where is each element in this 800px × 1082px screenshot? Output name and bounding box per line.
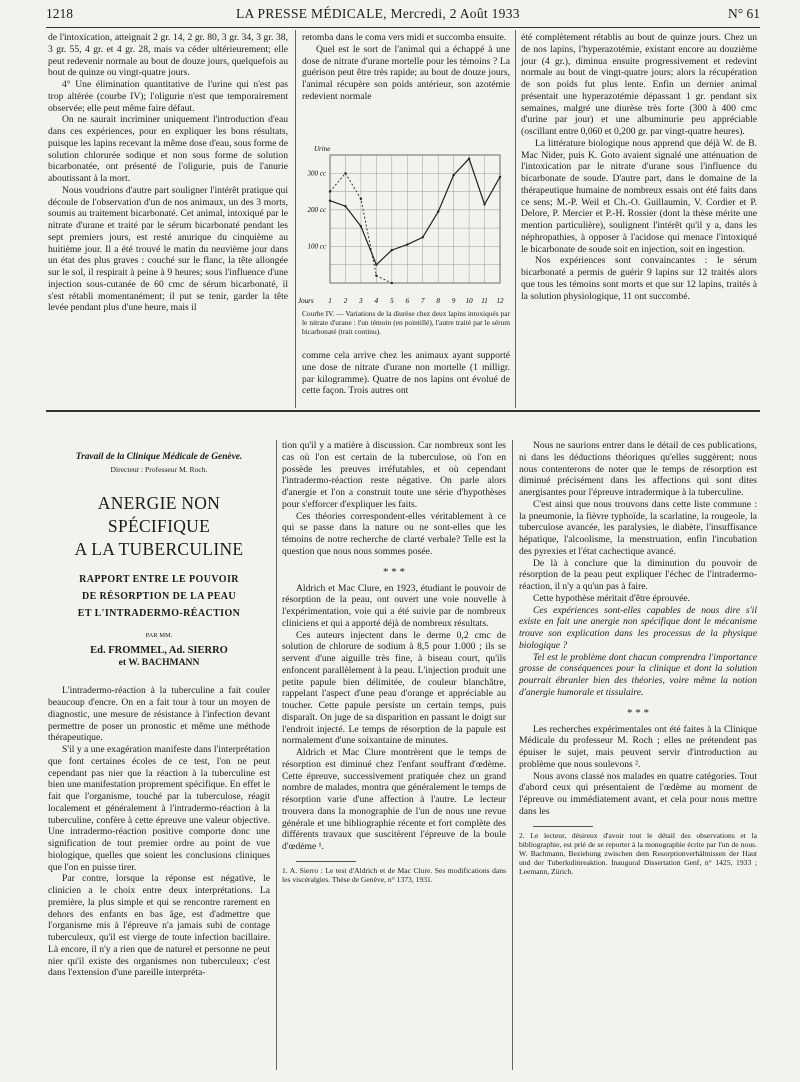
- paragraph: Quel est le sort de l'animal qui a échappé à une dose de nitrate d'urane mortelle pour les témoins ? La guérison peut être très rapide; au bout de douze jours, l'animal récupère son poids antérieur, son azotémie redevient normale: [302, 43, 510, 102]
- affiliation: Travail de la Clinique Médicale de Genève.: [75, 452, 243, 462]
- data-point: [422, 236, 424, 238]
- issue-number: N° 61: [727, 6, 760, 21]
- data-point: [344, 205, 346, 207]
- top-column-2-bottom: [302, 350, 510, 397]
- top-column-2: [302, 32, 510, 103]
- top-column-1: [48, 32, 288, 314]
- data-point: [452, 174, 454, 176]
- x-tick-label: 9: [451, 297, 456, 305]
- paragraph: Nos expériences sont convaincantes : le sérum bicarbonaté a permis de guérir 9 lapins sur 12 traités alors que tous les témoins sont morts et que sur 12 lapins, traités à la solution physiologique, 11 ont succombé.: [521, 255, 757, 302]
- article-title: [48, 492, 270, 561]
- paragraph: été complètement rétablis au bout de quinze jours. Chez un de nos lapins, l'hyperazotémie, existant encore au douzième jour (4 gr.), diminua ensuite progressivement et redevint normale au bout de vingt-quatre jours; alors la récupération de son poids fut plus lente. Enfin un dernier animal présentait une hyperazotémie dépassant 1 gr. pendant six semaines, malgré une diurèse très forte (300 à 400 cmc d'urine par jour) et une albuminurie peu appréciable (oscillant entre 0,060 et 0,200 gr. par vingt-quatre heures).: [521, 32, 757, 137]
- subtitle-line: DE RÉSORPTION DE LA PEAU: [81, 590, 237, 602]
- data-point: [499, 176, 501, 178]
- paragraph: tion qu'il y a matière à discussion. Car nombreux sont les cas où l'on est certain de la tuberculose, où l'on en possède les preuves irréfutables, et où cependant l'intradermo-réaction reste négative. On parle alors d'anergie et l'on a construit toute une série d'hypothèses pour s'efforcer d'expliquer les faits.: [282, 440, 506, 510]
- article-column-1: [48, 452, 270, 979]
- page-number: 1218: [46, 6, 73, 21]
- data-point: [360, 225, 362, 227]
- paragraph: L'intradermo-réaction à la tuberculine a fait couler beaucoup d'encre. On en a fait tour à tour un moyen de diagnostic, une mesure de résistance à l'infection devant permettre de poser un pronostic et même une méthode thérapeutique.: [48, 685, 270, 744]
- footnote: 1. A. Sierro : Le test d'Aldrich et de Mac Clure. Ses modifications dans les viscéralgies. Thèse de Genève, n° 1373, 1931.: [282, 865, 506, 884]
- x-tick-label: 10: [465, 297, 473, 305]
- title-line: ANERGIE NON SPÉCIFIQUE: [97, 492, 221, 536]
- diuresis-chart: [300, 143, 510, 313]
- data-point: [329, 200, 331, 202]
- paragraph: De là à conclure que la diminution du pouvoir de résorption de la peau peut expliquer l'échec de l'intradermo-réaction, il n'y a qu'un pas à faire.: [519, 557, 757, 592]
- x-tick-label: 2: [343, 297, 348, 305]
- x-tick-label: 4: [374, 297, 379, 305]
- data-point: [329, 190, 331, 192]
- paragraph: S'il y a une exagération manifeste dans l'interprétation que font certaines écoles de ce test, l'on ne peut cependant pas nier que la réaction à la tuberculine est bien une manifestation proprement spécifique. En effet le fait que l'organisme, touché par la tuberculose, réagit localement et généralement à l'intradermo-réaction à la tuberculine, confère à cette épreuve une valeur objective. Une intradermo-réaction positive comporte donc une signification de tout premier ordre au point de vue biologique, quelles que soient les conclusions cliniques que l'on en puisse tirer.: [48, 744, 270, 873]
- paragraph: Aldrich et Mac Clure montrèrent que le temps de résorption est diminué chez l'enfant souffrant d'œdème. Cette épreuve, successivement pratiquée chez un grand nombre de malades, montra que généralement le temps de résorption varie d'une affection à l'autre. Le lecteur trouvera dans la monographie de l'un de nous une revue générale et une bibliographie récente et fort complète des différents travaux que suscitèrent l'épreuve de la boule d'œdème ¹.: [282, 747, 506, 852]
- data-point: [483, 203, 485, 205]
- treated-series-line: [330, 159, 500, 265]
- x-tick-label: 7: [420, 297, 425, 305]
- authors: Ed. FROMMEL, Ad. SIERRO: [90, 645, 228, 657]
- data-point: [375, 274, 377, 276]
- data-point: [468, 157, 470, 159]
- column-divider: [276, 440, 277, 1070]
- paragraph: Cette hypothèse méritait d'être éprouvée.: [533, 592, 691, 604]
- title-line: A LA TUBERCULINE: [74, 538, 244, 559]
- paragraph: Ces expériences sont-elles capables de nous dire s'il existe en fait une anergie non spécifique dont le mécanisme trouve son explication dans les processus de la physique biologique ?: [519, 604, 757, 651]
- paragraph: Tel est le problème dont chacun comprendra l'importance grosse de conséquences pour la clinique et dont la solution pourrait ébranler bien des théories, voire même la notion d'anergie humorale et tissulaire.: [519, 651, 757, 698]
- chart-ticks: [307, 169, 504, 305]
- footnote: 2. Le lecteur, désireux d'avoir tout le détail des observations et la bibliographie, est prié de se reporter à la monographie écrite par l'un de nous. W. Bachmann, Beziehung zwischen dem Resorptionverhältnissen der Haut und der Tuberkulinreaktion. Inaugural Dissertation Genf, n° 1425, 1933 ; Leemann, Zürich.: [519, 830, 757, 877]
- section-stars: * * *: [627, 706, 649, 719]
- column-divider: [512, 440, 513, 1070]
- article-subtitle: [48, 571, 270, 622]
- column-divider: [295, 30, 296, 408]
- footnote-rule: [296, 861, 356, 862]
- x-tick-label: 1: [328, 297, 332, 305]
- section-stars: * * *: [383, 565, 405, 578]
- par-label: PAR MM.: [145, 631, 173, 639]
- director: Directeur : Professeur M. Roch.: [110, 464, 208, 474]
- y-tick-label: 300 cc: [307, 169, 326, 178]
- figure-caption: Courbe IV. — Variations de la diurèse chez deux lapins intoxiqués par le nitrate d'urane : l'un témoin (en pointillé), l'autre traité par le sérum bicarbonaté (trait continu).: [302, 309, 510, 336]
- data-point: [375, 264, 377, 266]
- data-point: [406, 243, 408, 245]
- paragraph: Ces auteurs injectent dans le derme 0,2 cmc de solution de chlorure de sodium à 8,5 pour 1.000 ; ils se servent d'une aiguille très fine, à biseau court, qu'ils enfoncent parallèlement à la peau. L'injection produit une petite papule bien délimitée, de couleur blanchâtre, rappelant l'aspect d'une peau d'orange et appréciable au toucher. Cette papule persiste un certain temps, puis disparaît. On juge de sa disparition en passant le doigt sur l'endroit injecté. Le temps de résorption de la papule est normalement d'une soixantaine de minutes.: [282, 629, 506, 747]
- paragraph: Par contre, lorsque la réponse est négative, le clinicien a le choix entre deux interprétations. La première, la plus simple et qui se rencontre rarement en dehors des enfants en bas âge, est d'admettre que l'organisme mis à l'épreuve n'a jamais subi de contage tuberculeux, qu'il est vierge de toute infection bacillaire. Là encore, il n'y a rien que de naturel et personne ne peut nier qu'il existe des organismes non tuberculeux; c'est dans l'extension d'une pareille interpréta-: [48, 873, 270, 979]
- paragraph: comme cela arrive chez les animaux ayant supporté une dose de nitrate d'urane non mortelle (1 milligr. par kilogramme). Quatre de nos lapins ont évolué de cette façon. Trois autres ont: [302, 350, 510, 397]
- paragraph: La littérature biologique nous apprend que déjà W. de B. Mac Nider, puis K. Goto avaient signalé une atténuation de l'intoxication par le nitrate d'urane sous l'influence du bicarbonate de soude. D'autre part, dans le domaine de la thérapeutique humaine de nombreux essais ont été faits dans ce sens; M.-P. Weil et Ch.-O. Guillaumin, V. Cordier et P. Delore, P. Mercier et P.-H. Rossier (dont la thèse mérite une mention particulière), soulignent l'intérêt qu'il y a, dans les néphropathies, à opposer à l'acidose qui menace l'intoxiqué le bicarbonate de soude soit en injection, soit en ingestion.: [521, 137, 757, 255]
- paragraph: 4° Une élimination quantitative de l'urine qui n'est pas trop altérée (courbe IV); l'oligurie n'est que temporairement observée; elle peut même faire défaut.: [48, 79, 288, 114]
- paragraph: On ne saurait incriminer uniquement l'introduction d'eau dans ces expériences, pour en expliquer les bons résultats, puisque les lapins recevant la même dose d'eau, sous forme de solution chlorurée sodique et non sous forme de solution bicarbonatée, ont présenté de l'oligurie, puis de l'anurie aboutissant à la mort.: [48, 114, 288, 184]
- x-tick-label: 5: [390, 297, 394, 305]
- paragraph: Nous voudrions d'autre part souligner l'intérêt pratique qui découle de l'observation d'un de nos animaux, un des 3 morts, soumis au traitement bicarbonaté. Cet animal, intoxiqué par le nitrate d'urane et traité par le sérum bicarbonaté pendant les sept premiers jours, est resté anurique du cinquième au huitième jour. Il a été trouvé le matin du neuvième jour dans un état des plus graves : couché sur le flanc, la tête allongée sur le sol, il respirait à peine à 9 heures; sous l'influence d'une injection sous-cutanée de 60 cmc de sérum bicarbonaté, il s'est rétabli momentanément; il put se tenir, garder la tête levée pendant plus d'une heure, mais il: [48, 184, 288, 314]
- x-tick-label: 12: [496, 297, 504, 305]
- data-point: [360, 198, 362, 200]
- x-axis-label: Jours: [298, 297, 314, 305]
- subtitle-line: ET L'INTRADERMO-RÉACTION: [77, 607, 241, 619]
- column-divider: [515, 30, 516, 408]
- header-rule: [46, 27, 760, 28]
- paragraph: Nous avons classé nos malades en quatre catégories. Tout d'abord ceux qui présentaient de l'œdème au moment de l'épreuve ou immédiatement avant, et cela pour nous mettre dans les: [519, 770, 757, 817]
- running-header: [46, 6, 760, 28]
- x-tick-label: 8: [436, 297, 440, 305]
- x-tick-label: 3: [359, 297, 363, 305]
- chart-series: [329, 157, 501, 284]
- x-tick-label: 11: [481, 297, 488, 305]
- y-axis-label: Urine: [314, 145, 331, 153]
- paragraph: retomba dans le coma vers midi et succomba ensuite.: [302, 32, 507, 43]
- section-rule: [46, 410, 760, 412]
- data-point: [344, 172, 346, 174]
- paragraph: Nous ne saurions entrer dans le détail de ces publications, ni dans les déductions théoriques qu'elles suggèrent; nous nous contenterons de noter que le temps de résorption est diminué précisément dans les affections qui sont dites anergisantes pour l'épreuve intradermique à la tuberculine.: [519, 440, 757, 498]
- data-point: [437, 210, 439, 212]
- paragraph: C'est ainsi que nous trouvons dans cette liste commune : la pneumonie, la fièvre typhoïde, la scarlatine, la rougeole, la tuberculose avancée, les paralysies, le diabète, l'insuffisance hépatique, l'alcoolisme, la menstruation, enfin l'incubation des pyrexies et l'état cachectique avancé.: [519, 498, 757, 557]
- data-point: [391, 282, 393, 284]
- paragraph: Aldrich et Mac Clure, en 1923, étudiant le pouvoir de résorption de la peau, ont ouvert une voie nouvelle à l'expérimentation, voie qui a été suivie par de nombreux cliniciens et qui a apporté déjà de nombreux résultats.: [282, 582, 506, 629]
- authors-line-2: et W. BACHMANN: [118, 657, 200, 669]
- footnote-rule: [533, 826, 593, 827]
- y-tick-label: 100 cc: [307, 242, 326, 251]
- article-column-3: [519, 440, 757, 877]
- paragraph: Ces théories correspondent-elles véritablement à ce qui se passe dans la nature ou ne sont-elles que les témoins de notre recherche de clarté verbale? Telle est la question que nous nous sommes posée.: [282, 510, 506, 557]
- x-tick-label: 6: [405, 297, 410, 305]
- top-column-3: [521, 32, 757, 302]
- paragraph: Les recherches expérimentales ont été faites à la Clinique Médicale du professeur M. Roch ; elles ne prétendent pas épuiser le sujet, mais peuvent servir d'introduction au problème que nous soulevons ².: [519, 723, 757, 770]
- paragraph: de l'intoxication, atteignait 2 gr. 14, 2 gr. 80, 3 gr. 34, 3 gr. 38, 3 gr. 55, 4 gr. et 4 gr. 28, mais va céder ultérieurement; elle peut redevenir normale au bout de douze jours, quelquefois au bout de quinze ou vingt-quatre jours.: [48, 32, 288, 79]
- data-point: [391, 249, 393, 251]
- subtitle-line: RAPPORT ENTRE LE POUVOIR: [79, 573, 239, 585]
- article-column-2: [282, 440, 506, 884]
- journal-title: LA PRESSE MÉDICALE, Mercredi, 2 Août 1933: [236, 6, 520, 21]
- y-tick-label: 200 cc: [307, 205, 326, 214]
